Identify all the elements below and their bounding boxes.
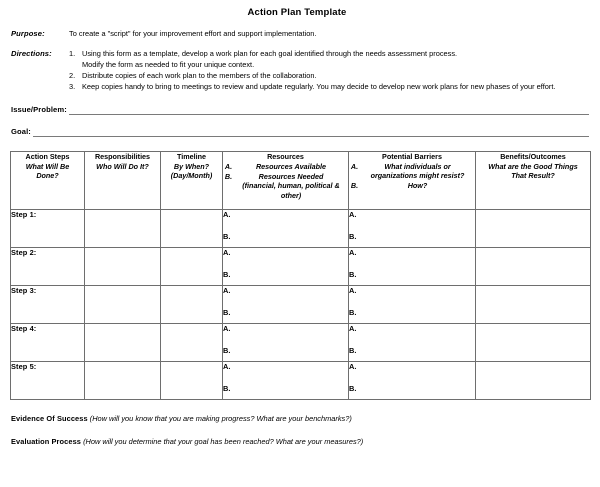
column-header-timeline [161, 152, 223, 210]
goal-label: Goal: [11, 127, 31, 136]
timeline-cell[interactable] [161, 324, 223, 362]
intro-section [0, 28, 600, 92]
directions-row [11, 48, 588, 92]
responsibilities-cell[interactable] [85, 248, 161, 286]
purpose-text: To create a "script" for your improvement effort and support implementation. [69, 29, 317, 38]
column-header-benefits-outcomes [476, 152, 591, 210]
barriers-cell[interactable] [349, 324, 476, 362]
column-header-list-item [349, 162, 475, 172]
resources-item-a: A. [223, 248, 231, 257]
directions-item [69, 81, 588, 92]
responsibilities-cell[interactable] [85, 362, 161, 400]
resources-item-b: B. [223, 308, 231, 317]
list-marker: A. [224, 162, 233, 172]
column-header-potential-barriers [349, 152, 476, 210]
directions-item-text: Keep copies handy to bring to meetings to review and update regularly. You may decide to develop new work plans for new phases of your effort. [82, 82, 556, 91]
resources-item-a: A. [223, 362, 231, 371]
directions-item-text: Distribute copies of each work plan to the members of the collaboration. [82, 71, 317, 80]
column-header-list-item [349, 181, 475, 191]
list-marker: A. [350, 161, 359, 171]
goal-field[interactable] [11, 127, 589, 137]
benefits-cell[interactable] [476, 286, 591, 324]
action-plan-table [10, 151, 591, 400]
column-header-subtitle: Who Will Do It? [96, 161, 149, 171]
directions-item [69, 48, 588, 59]
benefits-cell[interactable] [476, 362, 591, 400]
evaluation-process-label: Evaluation Process [11, 437, 81, 446]
list-text: What individuals or [384, 161, 451, 171]
list-continuation-text: organizations might resist? [370, 171, 465, 181]
purpose-body [69, 28, 588, 39]
table-row [11, 248, 591, 286]
list-text: How? [407, 180, 428, 190]
barriers-cell[interactable] [349, 210, 476, 248]
resources-item-a: A. [223, 286, 231, 295]
table-row [11, 362, 591, 400]
resources-item-b: B. [223, 384, 231, 393]
resources-cell[interactable] [223, 324, 349, 362]
column-header-resources [223, 152, 349, 210]
barriers-item-b: B. [349, 346, 357, 355]
column-header-subtitle: Done? [36, 171, 59, 181]
action-plan-table-wrapper [0, 151, 600, 400]
barriers-cell[interactable] [349, 286, 476, 324]
fill-in-fields [0, 105, 600, 137]
responsibilities-cell[interactable] [85, 324, 161, 362]
step-label-cell: Step 2: [11, 248, 85, 286]
directions-body [69, 48, 588, 92]
directions-item-continuation: Modify the form as needed to fit your unique context. [82, 60, 255, 69]
directions-item-number: 3. [69, 82, 76, 91]
issue-problem-label: Issue/Problem: [11, 105, 67, 114]
timeline-cell[interactable] [161, 362, 223, 400]
evidence-of-success-label: Evidence Of Success [11, 414, 88, 423]
resources-cell[interactable] [223, 210, 349, 248]
barriers-item-a: A. [349, 286, 357, 295]
resources-item-b: B. [223, 232, 231, 241]
evidence-of-success-row [11, 413, 589, 424]
column-header-action-steps [11, 152, 85, 210]
column-header-subtitle: What Will Be [25, 161, 70, 171]
page-title: Action Plan Template [247, 7, 347, 18]
step-label-cell: Step 1: [11, 210, 85, 248]
table-row [11, 210, 591, 248]
resources-item-a: A. [223, 324, 231, 333]
purpose-label: Purpose: [11, 29, 45, 38]
resources-cell[interactable] [223, 362, 349, 400]
evidence-of-success-question: (How will you know that you are making progress? What are your benchmarks?) [89, 414, 352, 423]
barriers-cell[interactable] [349, 362, 476, 400]
column-header-list-continuation [223, 181, 348, 191]
table-row [11, 324, 591, 362]
purpose-row [11, 28, 588, 39]
column-header-list-item [223, 162, 348, 172]
resources-item-b: B. [223, 346, 231, 355]
column-header-title: Timeline [176, 152, 207, 161]
list-continuation-text: (financial, human, political & [242, 181, 340, 191]
step-label-cell: Step 4: [11, 324, 85, 362]
resources-item-b: B. [223, 270, 231, 279]
evaluation-process-row [11, 436, 589, 447]
barriers-item-b: B. [349, 384, 357, 393]
directions-item-text: Using this form as a template, develop a work plan for each goal identified through the needs assessment process. [82, 49, 458, 58]
list-text: Resources Needed [258, 171, 324, 181]
resources-cell[interactable] [223, 248, 349, 286]
list-marker: B. [350, 180, 359, 190]
benefits-cell[interactable] [476, 248, 591, 286]
column-header-subtitle: What are the Good Things [488, 161, 578, 171]
list-continuation-text: other) [280, 190, 302, 200]
timeline-cell[interactable] [161, 210, 223, 248]
barriers-item-b: B. [349, 270, 357, 279]
table-header-row [11, 152, 591, 210]
directions-label: Directions: [11, 49, 52, 58]
column-header-subtitle: By When? [173, 161, 210, 171]
barriers-item-b: B. [349, 232, 357, 241]
column-header-title: Resources [267, 152, 304, 161]
column-header-title: Potential Barriers [382, 152, 442, 161]
step-label-cell: Step 3: [11, 286, 85, 324]
barriers-item-a: A. [349, 248, 357, 257]
resources-item-a: A. [223, 210, 231, 219]
column-header-list-item [223, 172, 348, 182]
column-header-list-continuation [223, 191, 348, 201]
barriers-item-b: B. [349, 308, 357, 317]
barriers-cell[interactable] [349, 248, 476, 286]
footer-section [0, 413, 600, 447]
column-header-subtitle: (Day/Month) [170, 171, 213, 181]
responsibilities-cell[interactable] [85, 286, 161, 324]
goal-input[interactable] [33, 127, 589, 137]
column-header-title: Action Steps [25, 152, 70, 161]
timeline-cell[interactable] [161, 286, 223, 324]
barriers-item-a: A. [349, 210, 357, 219]
barriers-item-a: A. [349, 324, 357, 333]
responsibilities-cell[interactable] [85, 210, 161, 248]
directions-item [69, 70, 588, 81]
list-marker: B. [224, 171, 233, 181]
evaluation-process-question: (How will you determine that your goal has been reached? What are your measures?) [83, 437, 364, 446]
directions-item-number: 2. [69, 71, 76, 80]
directions-item-number: 1. [69, 49, 76, 58]
issue-problem-field[interactable] [11, 105, 589, 115]
benefits-cell[interactable] [476, 324, 591, 362]
column-header-responsibilities [85, 152, 161, 210]
column-header-title: Responsibilities [94, 152, 151, 161]
column-header-list-continuation [349, 171, 475, 181]
table-row [11, 286, 591, 324]
barriers-item-a: A. [349, 362, 357, 371]
column-header-subtitle: That Result? [511, 171, 555, 181]
list-text: Resources Available [255, 162, 327, 172]
resources-cell[interactable] [223, 286, 349, 324]
benefits-cell[interactable] [476, 210, 591, 248]
column-header-title: Benefits/Outcomes [500, 152, 566, 161]
step-label-cell: Step 5: [11, 362, 85, 400]
timeline-cell[interactable] [161, 248, 223, 286]
issue-problem-input[interactable] [69, 105, 589, 115]
